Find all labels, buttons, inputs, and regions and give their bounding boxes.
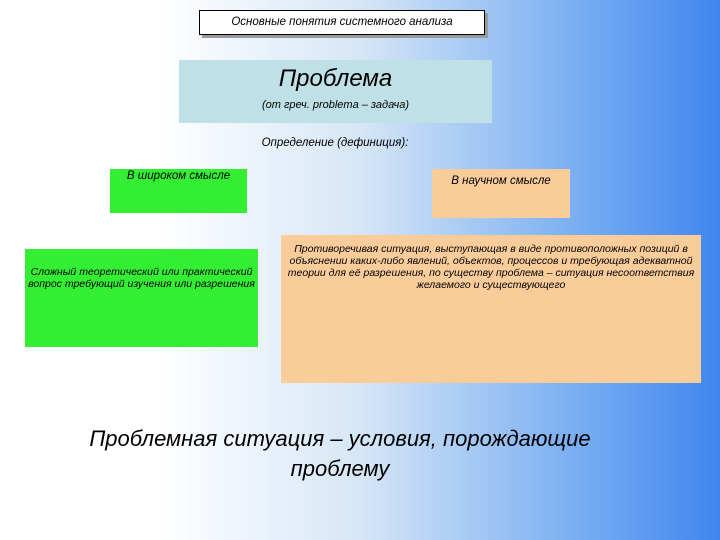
scientific-definition-box xyxy=(281,235,701,383)
scientific-sense-box xyxy=(432,169,570,218)
problem-heading: Проблема xyxy=(278,65,393,92)
problem-etymology: (от греч. problema – задача) xyxy=(262,99,409,111)
title-box xyxy=(199,10,485,35)
broad-definition-text: Сложный теоретический или практический вопрос требующий изучения или разрешения xyxy=(28,266,255,290)
scientific-definition-text: Противоречивая ситуация, выступающая в виде противоположных позиций в объяснении каких-либо явлений, объектов, процессов и требующая адекватной теории для её разрешения, по существу проблема – ситуация несоответствия желаемого и существующего xyxy=(287,243,695,291)
broad-sense-box xyxy=(110,169,247,213)
definition-label: Определение (дефиниция): xyxy=(261,137,409,149)
problem-situation-text: Проблемная ситуация – условия, порождающие проблему xyxy=(89,426,591,481)
diagram-title: Основные понятия системного анализа xyxy=(231,16,453,28)
scientific-sense-label: В научном смысле xyxy=(451,175,551,187)
broad-sense-label: В широком смысле xyxy=(126,170,231,182)
problem-box xyxy=(179,60,492,123)
broad-definition-box xyxy=(25,249,258,347)
